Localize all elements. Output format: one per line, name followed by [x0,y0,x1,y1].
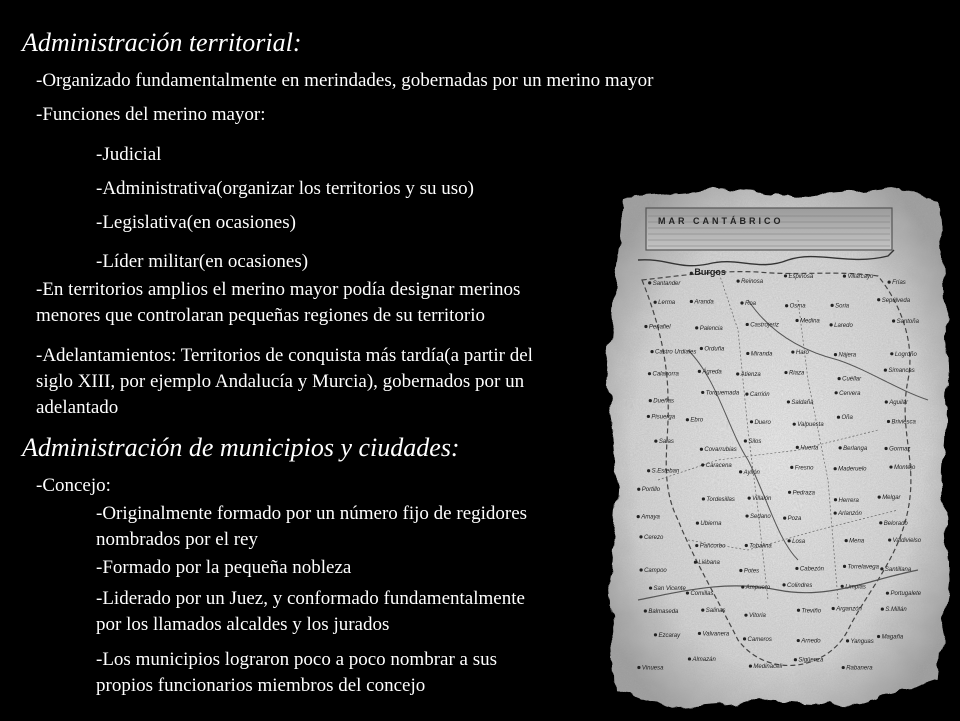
town-label: Ampuero [745,585,771,592]
town-dot [739,569,742,572]
town-dot [637,488,640,491]
town-label: Silos [748,439,762,446]
town-dot [690,300,693,303]
town-label: Medina [800,318,820,325]
town-dot [702,497,705,500]
town-dot [637,515,640,518]
town-label: Reinosa [741,279,764,286]
town-dot [834,498,837,501]
concejo-item-line: propios funcionarios miembros del concejo [96,675,426,696]
town-dot [647,415,650,418]
town-label: Santillana [884,566,912,573]
town-dot [745,544,748,547]
adelantamientos-paragraph [36,343,533,421]
town-dot [700,347,703,350]
town-dot [834,467,837,470]
town-label: Vitoria [748,613,766,620]
function-item-judicial: -Judicial [96,144,162,165]
town-dot [879,521,882,524]
town-label: Cuéllar [842,376,862,383]
merindades-line: -Organizado fundamentalmente en merindades, gobernadas por un merino mayor [36,70,654,91]
town-dot [885,400,888,403]
town-dot [877,635,880,638]
town-dot [790,466,793,469]
town-dot [639,535,642,538]
town-label: Cerezo [643,534,664,541]
town-dot [649,399,652,402]
concejo-item [96,586,525,638]
town-dot [654,633,657,636]
town-dot [845,539,848,542]
town-dot [746,352,749,355]
town-dot [654,301,657,304]
town-dot [701,609,704,612]
town-label: Arganzón [836,606,862,613]
town-dot [648,372,651,375]
town-dot [839,446,842,449]
town-dot [890,352,893,355]
town-dot [647,469,650,472]
town-label: Herrera [838,497,859,504]
town-dot [686,591,689,594]
town-label: Caracena [705,462,732,469]
town-dot [748,497,751,500]
town-dot [834,511,837,514]
concejo-heading: -Concejo: [36,475,111,496]
town-dot [784,274,787,277]
town-dot [649,586,652,589]
town-label: Frías [892,280,906,287]
town-dot [784,371,787,374]
town-dot [795,567,798,570]
town-dot [796,446,799,449]
town-label: Berlanga [843,445,868,452]
concejo-item-line: -Los municipios lograron poco a poco nombrar a sus [96,649,498,670]
adelantamientos-line: siglo XIII, por ejemplo Andalucía y Murcia), gobernados por un [36,371,525,392]
town-label: Miranda [750,351,773,358]
minor-merinos-line: menores que controlaran pequeñas regiones de su territorio [36,305,485,326]
town-dot [701,391,704,394]
town-label: Salinas [705,608,726,615]
town-label: Pedraza [792,490,815,497]
town-label: Balmaseda [648,608,679,615]
town-label: Santoña [896,319,919,326]
town-dot [743,637,746,640]
town-label: Lerma [658,300,676,307]
town-dot [783,517,786,520]
town-label: Tordesillas [706,496,735,503]
town-label: Haro [795,350,809,357]
town-dot [644,609,647,612]
town-dot [831,304,834,307]
town-dot [782,583,785,586]
town-dot [887,420,890,423]
concejo-item-nobility: -Formado por la pequeña nobleza [96,557,352,578]
town-label: Briviesca [891,419,916,426]
minor-merinos-paragraph [36,277,520,329]
town-dot [746,323,749,326]
town-label: Espinosa [788,273,814,280]
town-label: Fresno [794,465,814,472]
town-dot [843,274,846,277]
town-label: Arlanzón [838,511,862,518]
town-label: Rabanera [846,665,873,672]
function-item-administrative: -Administrativa(organizar los territorios y su uso) [96,178,474,199]
town-dot [877,298,880,301]
town-label: Pancorbo [699,543,726,550]
section-title-territorial: Administración territorial: [22,28,302,57]
adelantamientos-line: adelantado [36,397,119,418]
town-dot [650,350,653,353]
town-label: Simancas [888,368,915,375]
town-label: Castro Urdiales [655,349,697,356]
function-item-legislative: -Legislativa(en ocasiones) [96,212,296,233]
town-dot [644,325,647,328]
town-label: Ebro [690,417,704,424]
town-dot [794,658,797,661]
town-label: Huerta [800,445,819,452]
town-dot [637,666,640,669]
town-label: Maderuelo [838,466,867,473]
town-label: Valdivielso [892,538,922,545]
town-dot [744,614,747,617]
town-dot [795,319,798,322]
town-label: Soria [835,303,850,310]
town-label: Arnedo [801,638,821,645]
town-label: Sedano [750,514,771,521]
sea-label: MAR CANTÁBRICO [658,216,784,226]
concejo-item-line: por los llamados alcaldes y los jurados [96,614,390,635]
town-dot [797,639,800,642]
town-label: Carrión [749,392,770,399]
town-label: Pisuerga [651,414,676,421]
town-label: Atienza [740,372,761,379]
town-dot [880,567,883,570]
town-dot [695,326,698,329]
concejo-item-line: -Originalmente formado por un número fijo de regidores [96,503,528,524]
town-label: San Vicente [653,586,686,593]
town-dot [750,420,753,423]
town-dot [837,416,840,419]
town-label: Laredo [834,322,853,329]
function-item-military: -Líder militar(en ocasiones) [96,251,309,272]
town-dot [700,448,703,451]
town-dot [838,377,841,380]
merino-functions-heading: -Funciones del merino mayor: [36,104,266,125]
town-label: Campoo [644,568,667,575]
town-label: Belorado [883,520,908,527]
town-dot [884,369,887,372]
adelantamientos-line: -Adelantamientos: Territorios de conquista más tardía(a partir del [36,345,533,366]
town-dot [846,639,849,642]
town-dot [787,400,790,403]
town-dot [788,491,791,494]
town-dot [797,609,800,612]
town-label: Orduña [704,346,725,353]
town-dot [640,568,643,571]
town-label: Almazán [692,656,716,663]
town-label: Villalón [752,496,772,503]
town-label: Cervera [839,390,861,397]
town-label: Duero [754,419,771,426]
town-dot [694,561,697,564]
town-label: Gormaz [889,446,911,453]
town-label: Vinuesa [641,665,664,672]
town-label: Amaya [641,514,660,521]
town-label: Valpuesta [797,422,824,429]
town-dot [884,447,887,450]
historical-map-image [598,180,956,716]
town-label: Saldaña [791,399,814,406]
concejo-item-line: -Liderado por un Juez, y conformado fundamentalmente [96,588,525,609]
town-label: Calahorra [652,371,679,378]
town-dot [843,565,846,568]
town-dot [698,370,701,373]
town-label: Sepúlveda [881,297,911,304]
town-label: Limpias [845,584,866,591]
town-label: Oña [841,415,853,422]
town-dot [888,281,891,284]
town-dot [788,539,791,542]
town-label: Ubierna [700,521,722,528]
town-dot [793,423,796,426]
town-label: Potes [743,568,760,575]
town-label: Magaña [881,634,904,641]
town-label: Montejo [893,465,916,472]
town-dot [892,319,895,322]
town-dot [830,323,833,326]
town-label: Portugalete [890,591,922,598]
town-dot [695,544,698,547]
town-label: Osma [789,303,806,310]
town-label: Burgos [694,267,726,278]
town-dot [737,280,740,283]
town-label: Liébana [698,560,720,567]
town-dot [698,632,701,635]
town-dot [886,592,889,595]
town-dot [741,585,744,588]
town-dot [791,350,794,353]
town-dot [878,496,881,499]
town-label: Logroño [894,351,917,358]
sea-band [646,208,892,250]
town-dot [889,465,892,468]
town-label: Aranda [694,299,714,306]
town-label: Sigüenza [798,657,824,664]
town-label: Nájera [838,352,857,359]
town-label: Villarcayo [847,274,874,281]
town-label: Riaza [788,370,805,377]
town-dot [834,353,837,356]
town-dot [842,666,845,669]
town-label: Santander [652,280,681,287]
town-dot [739,470,742,473]
town-label: Dueñas [653,398,674,405]
town-label: Comillas [690,591,714,598]
town-dot [688,657,691,660]
town-label: S.Millán [885,607,907,614]
town-label: Castrojeriz [750,322,779,329]
minor-merinos-line: -En territorios amplios el merino mayor podía designar merinos [36,279,521,300]
town-dot [701,463,704,466]
town-label: Treviño [801,608,822,615]
town-label: Peñafiel [648,324,671,331]
town-label: Torrelavega [847,564,879,571]
town-dot [881,607,884,610]
concejo-item [96,647,497,699]
town-label: Portillo [641,487,661,494]
concejo-item-line: nombrados por el rey [96,529,258,550]
town-dot [749,664,752,667]
town-label: Mena [849,538,865,545]
town-dot [696,522,699,525]
town-dot [888,538,891,541]
town-dot [832,607,835,610]
town-label: Torquemada [705,390,740,397]
town-label: Valvanera [702,631,730,638]
town-label: Roa [745,301,757,308]
town-label: Aguilar [889,400,908,407]
town-label: Ágreda [702,369,722,376]
town-label: Losa [792,538,806,545]
town-label: Melgar [882,495,901,502]
town-label: Cabezón [799,566,824,573]
town-label: Covarrubias [704,447,737,454]
parchment-map-illustration [598,180,956,716]
town-label: Ayllón [743,469,760,476]
town-dot [745,514,748,517]
town-dot [690,272,693,275]
town-dot [785,304,788,307]
town-label: Yanguas [850,638,874,645]
town-label: Ezcaray [658,632,681,639]
town-dot [736,372,739,375]
town-label: Palencia [699,325,723,332]
town-label: Poza [787,516,802,523]
town-label: Colindres [787,582,813,589]
town-dot [841,585,844,588]
concejo-item [96,501,527,553]
town-dot [686,418,689,421]
town-dot [740,301,743,304]
town-dot [654,440,657,443]
section-title-municipal: Administración de municipios y ciudades: [22,433,460,462]
town-label: Salas [658,439,674,446]
town-label: Tobalina [749,543,772,550]
town-dot [745,393,748,396]
town-label: Cameros [747,636,772,643]
town-label: Medinaceli [753,664,783,671]
town-dot [835,391,838,394]
town-dot [744,439,747,442]
town-dot [648,281,651,284]
town-label: S.Esteban [651,468,680,475]
